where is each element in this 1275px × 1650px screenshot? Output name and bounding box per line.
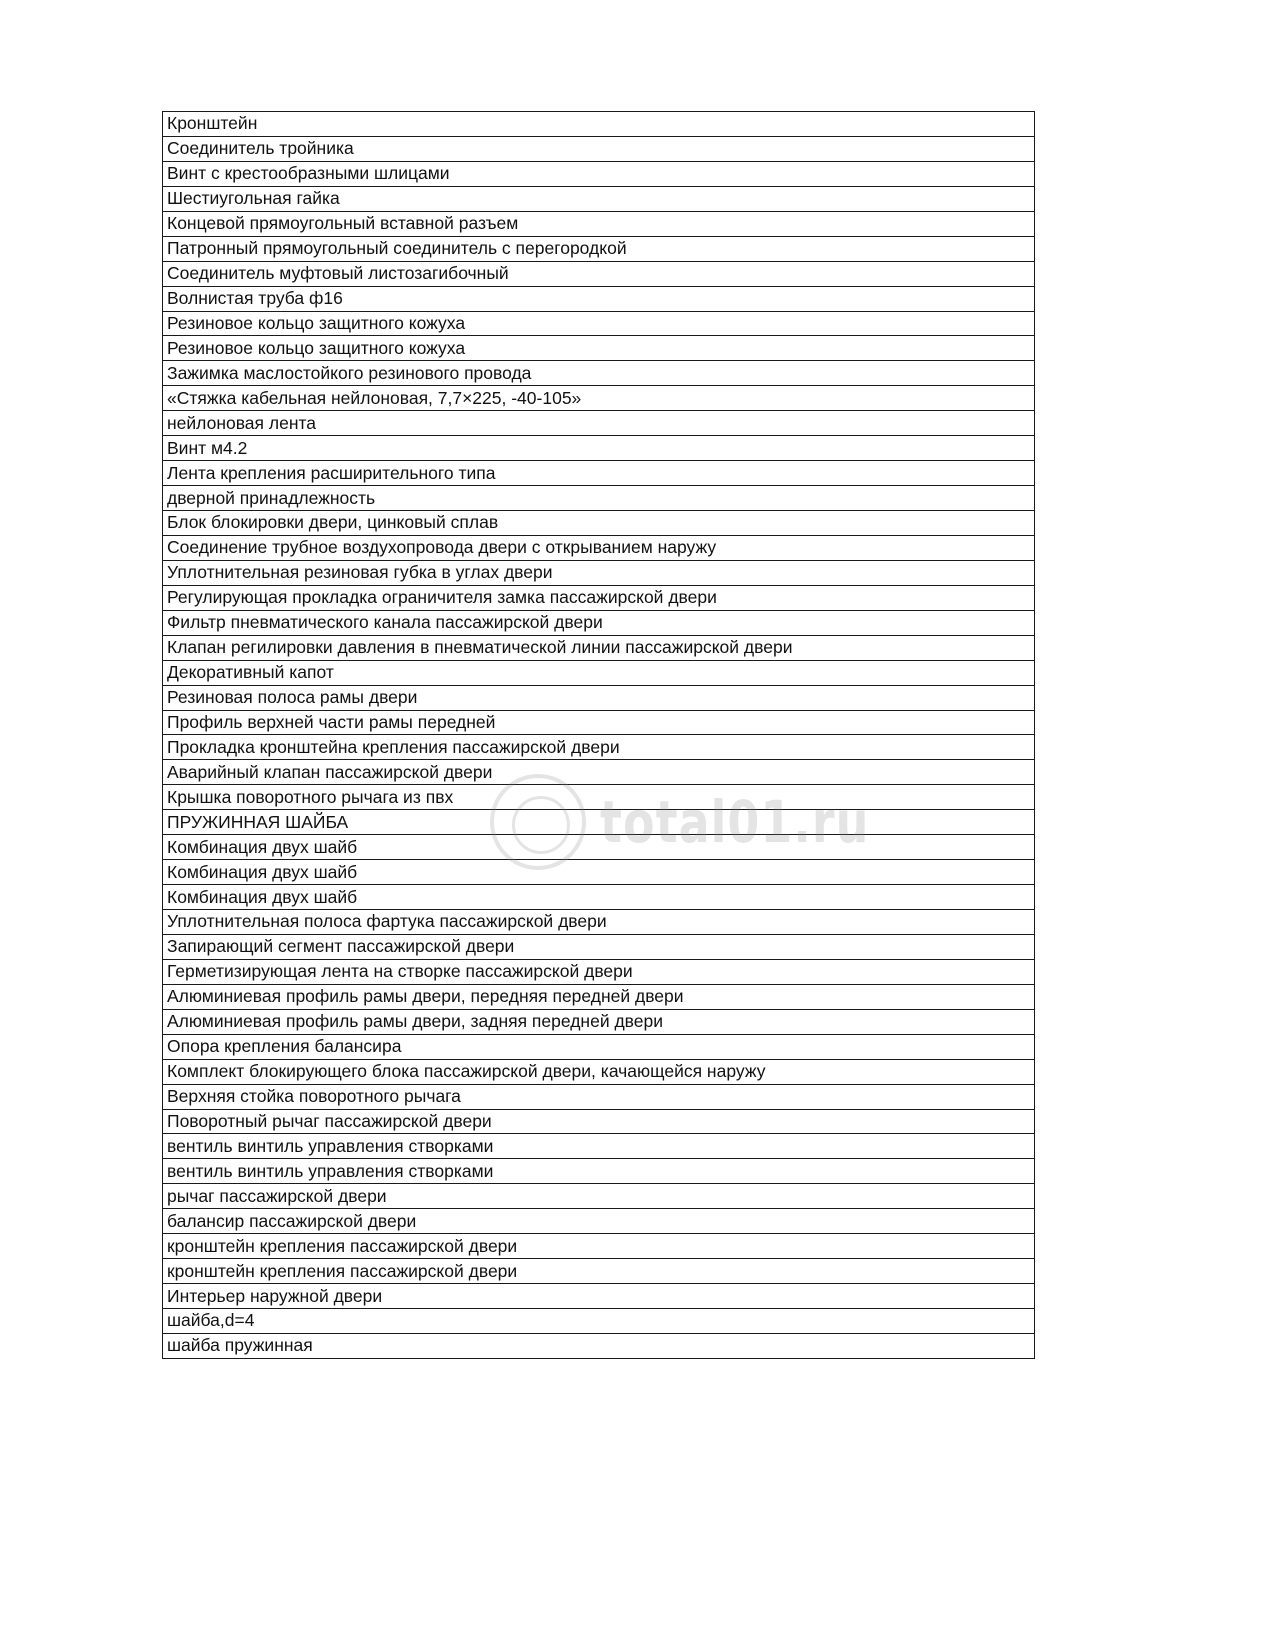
part-name-cell: Резиновое кольцо защитного кожуха (163, 311, 1035, 336)
table-row (163, 735, 1035, 760)
part-name-cell: шайба,d=4 (163, 1309, 1035, 1334)
table-row (163, 186, 1035, 211)
part-name-cell: Опора крепления балансира (163, 1034, 1035, 1059)
table-row (163, 261, 1035, 286)
part-name-cell: кронштейн крепления пассажирской двери (163, 1234, 1035, 1259)
table-row (163, 535, 1035, 560)
table-row (163, 1209, 1035, 1234)
table-row (163, 436, 1035, 461)
part-name-cell: Верхняя стойка поворотного рычага (163, 1084, 1035, 1109)
parts-table (162, 111, 1035, 1359)
part-name-cell: Волнистая труба ф16 (163, 286, 1035, 311)
part-name-cell: Резиновое кольцо защитного кожуха (163, 336, 1035, 361)
part-name-cell: дверной принадлежность (163, 486, 1035, 511)
table-row (163, 161, 1035, 186)
part-name-cell: Уплотнительная полоса фартука пассажирской двери (163, 910, 1035, 935)
part-name-cell: Патронный прямоугольный соединитель с перегородкой (163, 236, 1035, 261)
part-name-cell: Комбинация двух шайб (163, 835, 1035, 860)
part-name-cell: Алюминиевая профиль рамы двери, передняя передней двери (163, 984, 1035, 1009)
part-name-cell: Комплект блокирующего блока пассажирской двери, качающейся наружу (163, 1059, 1035, 1084)
part-name-cell: Интерьер наружной двери (163, 1284, 1035, 1309)
part-name-cell: Декоративный капот (163, 660, 1035, 685)
part-name-cell: Фильтр пневматического канала пассажирской двери (163, 610, 1035, 635)
table-row (163, 785, 1035, 810)
table-row (163, 461, 1035, 486)
part-name-cell: Соединитель тройника (163, 136, 1035, 161)
table-row (163, 1159, 1035, 1184)
table-row (163, 710, 1035, 735)
part-name-cell: Прокладка кронштейна крепления пассажирской двери (163, 735, 1035, 760)
table-row (163, 1333, 1035, 1358)
part-name-cell: «Стяжка кабельная нейлоновая, 7,7×225, -40-105» (163, 386, 1035, 411)
part-name-cell: Герметизирующая лента на створке пассажирской двери (163, 959, 1035, 984)
table-row (163, 1234, 1035, 1259)
part-name-cell: кронштейн крепления пассажирской двери (163, 1259, 1035, 1284)
part-name-cell: Винт м4.2 (163, 436, 1035, 461)
table-row (163, 610, 1035, 635)
table-row (163, 959, 1035, 984)
part-name-cell: Зажимка маслостойкого резинового провода (163, 361, 1035, 386)
table-row (163, 361, 1035, 386)
table-row (163, 511, 1035, 536)
part-name-cell: шайба пружинная (163, 1333, 1035, 1358)
part-name-cell: Поворотный рычаг пассажирской двери (163, 1109, 1035, 1134)
table-row (163, 635, 1035, 660)
table-row (163, 136, 1035, 161)
table-row (163, 910, 1035, 935)
part-name-cell: Концевой прямоугольный вставной разъем (163, 211, 1035, 236)
part-name-cell: рычаг пассажирской двери (163, 1184, 1035, 1209)
table-row (163, 1259, 1035, 1284)
table-row (163, 560, 1035, 585)
table-row (163, 810, 1035, 835)
table-row (163, 685, 1035, 710)
part-name-cell: Блок блокировки двери, цинковый сплав (163, 511, 1035, 536)
table-row (163, 1109, 1035, 1134)
table-row (163, 860, 1035, 885)
table-row (163, 760, 1035, 785)
part-name-cell: Лента крепления расширительного типа (163, 461, 1035, 486)
part-name-cell: Регулирующая прокладка ограничителя замка пассажирской двери (163, 585, 1035, 610)
table-row (163, 1184, 1035, 1209)
table-row (163, 1034, 1035, 1059)
table-row (163, 311, 1035, 336)
table-row (163, 1084, 1035, 1109)
part-name-cell: Винт с крестообразными шлицами (163, 161, 1035, 186)
part-name-cell: вентиль винтиль управления створками (163, 1134, 1035, 1159)
table-row (163, 885, 1035, 910)
part-name-cell: Шестиугольная гайка (163, 186, 1035, 211)
watermark-text: total01.ru (600, 788, 870, 856)
part-name-cell: Запирающий сегмент пассажирской двери (163, 934, 1035, 959)
parts-table-body (163, 112, 1035, 1359)
table-row (163, 211, 1035, 236)
part-name-cell: Комбинация двух шайб (163, 885, 1035, 910)
part-name-cell: балансир пассажирской двери (163, 1209, 1035, 1234)
part-name-cell: Крышка поворотного рычага из пвх (163, 785, 1035, 810)
part-name-cell: Алюминиевая профиль рамы двери, задняя передней двери (163, 1009, 1035, 1034)
part-name-cell: Профиль верхней части рамы передней (163, 710, 1035, 735)
table-row (163, 1309, 1035, 1334)
table-row (163, 1059, 1035, 1084)
part-name-cell: Кронштейн (163, 112, 1035, 137)
table-row (163, 585, 1035, 610)
part-name-cell: вентиль винтиль управления створками (163, 1159, 1035, 1184)
table-row (163, 984, 1035, 1009)
part-name-cell: Соединитель муфтовый листозагибочный (163, 261, 1035, 286)
table-row (163, 411, 1035, 436)
part-name-cell: Уплотнительная резиновая губка в углах двери (163, 560, 1035, 585)
table-row (163, 486, 1035, 511)
table-row (163, 112, 1035, 137)
table-row (163, 386, 1035, 411)
table-row (163, 336, 1035, 361)
table-row (163, 236, 1035, 261)
table-row (163, 286, 1035, 311)
table-row (163, 835, 1035, 860)
part-name-cell: Клапан регилировки давления в пневматической линии пассажирской двери (163, 635, 1035, 660)
table-row (163, 1284, 1035, 1309)
part-name-cell: нейлоновая лента (163, 411, 1035, 436)
table-row (163, 1134, 1035, 1159)
part-name-cell: Аварийный клапан пассажирской двери (163, 760, 1035, 785)
part-name-cell: ПРУЖИННАЯ ШАЙБА (163, 810, 1035, 835)
table-row (163, 660, 1035, 685)
table-row (163, 1009, 1035, 1034)
part-name-cell: Резиновая полоса рамы двери (163, 685, 1035, 710)
table-row (163, 934, 1035, 959)
part-name-cell: Комбинация двух шайб (163, 860, 1035, 885)
part-name-cell: Соединение трубное воздухопровода двери с открыванием наружу (163, 535, 1035, 560)
